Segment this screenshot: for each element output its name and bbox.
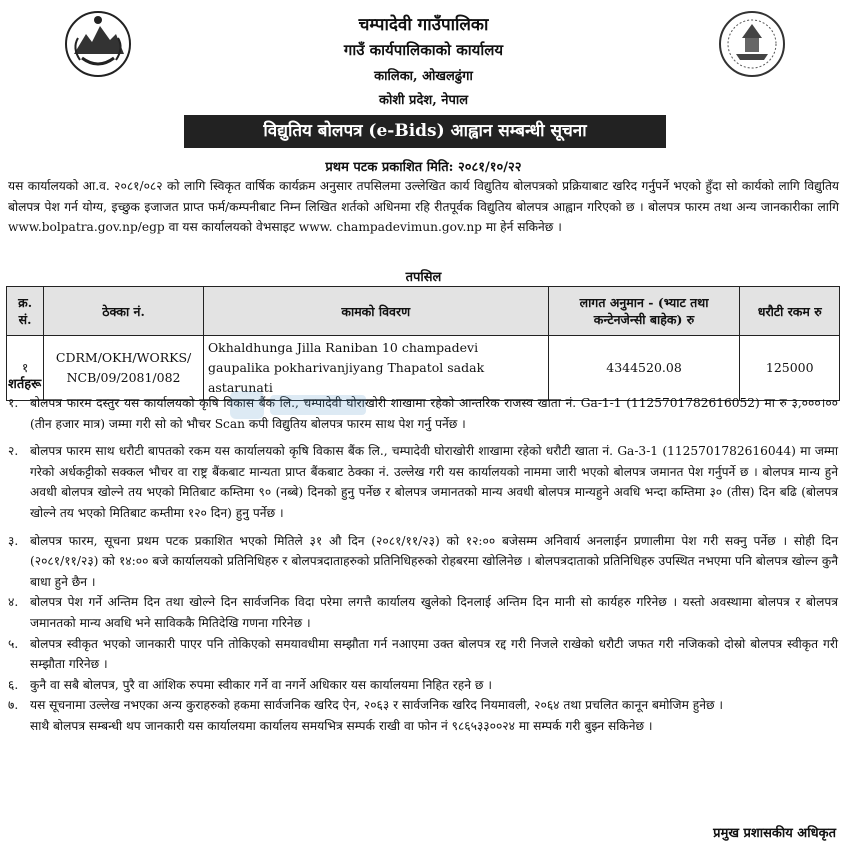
cell-description: Okhaldhunga Jilla Raniban 10 champadevi gaupalika pokharivanjiyang Thapatol sadak astarunati: [203, 336, 548, 401]
cell-deposit: 125000: [740, 336, 840, 401]
condition-item: [8, 393, 838, 434]
bid-table: [6, 286, 840, 401]
condition-number: ३.: [8, 533, 19, 548]
condition-item: [8, 592, 838, 633]
conditions-list: [8, 393, 838, 737]
condition-number: १.: [8, 396, 19, 410]
publish-date: प्रथम पटक प्रकाशित मिति: २०८१/१०/२२: [325, 160, 522, 175]
table-title: तपसिल: [405, 270, 442, 285]
condition-text: बोलपत्र फारम दस्तुर यस कार्यालयको कृषि विकास बैंक लि., चम्पादेवी घोराखोरी शाखामा रहेको आन्तरिक राजस्व खाता नं. Ga-1-1 (1125701782616052) मा रु ३,०००।०० (तीन हजार मात्र) जम्मा गरी सो को भौचर Scan कपी विद्युतिय बोलपत्र फारम साथ पेश गर्नु पर्नेछ ।: [30, 396, 838, 431]
condition-item: [8, 716, 838, 737]
notice-title: विद्युतिय बोलपत्र (e-Bids) आह्वान सम्बन्धी सूचना: [184, 115, 666, 148]
office-name: चम्पादेवी गाउँपालिका: [358, 15, 489, 35]
condition-item: [8, 695, 838, 716]
office-subtitle: गाउँ कार्यपालिकाको कार्यालय: [343, 41, 504, 59]
condition-number: ६.: [8, 677, 19, 692]
cell-estimate: 4344520.08: [548, 336, 740, 401]
col-header-sn: क्र. सं.: [7, 287, 44, 336]
col-header-deposit: धरौटी रकम रु: [740, 287, 840, 336]
condition-number: ५.: [8, 636, 19, 651]
col-header-contract: ठेक्का नं.: [44, 287, 204, 336]
conditions-title: शर्तहरू: [8, 377, 42, 392]
signatory-title: प्रमुख प्रशासकीय अधिकृत: [713, 826, 836, 841]
condition-text: बोलपत्र फारम साथ धरौटी बापतको रकम यस कार्यालयको कृषि विकास बैंक लि., चम्पादेवी घोराखोरी शाखामा रहेको धरौटी खाता नं. Ga-3-1 (1125701782616044) मा जम्मा गरेको अर्धकट्टीको सक्कल भौचर वा राष्ट्र बैंकबाट मान्यता प्राप्त बैंकबाट ठेक्का नं. उल्लेख गरी यस कार्यालयको नाममा जारी भएको बोलपत्र जमानत पेश गर्नुपर्ने छ । बोलपत्र मान्य हुने अवधी बोलपत्र खोल्ने तय भएको मितिबाट कम्तिमा ९० (नब्बे) दिनको हुनु पर्नेछ र बोलपत्र जमानतको मान्य अवधी बोलपत्र मान्यहुने अवधि भन्दा कम्तिमा ३० (तीस) दिन बढि (बोलपत्र खोल्ने तय भएको मितिबाट कम्तीमा १२० दिन) हुनु पर्नेछ ।: [30, 444, 838, 520]
condition-text: यस सूचनामा उल्लेख नभएका अन्य कुराहरुको हकमा सार्वजनिक खरिद ऐन, २०६३ र सार्वजनिक खरिद नियमावली, २०६४ तथा प्रचलित कानून बमोजिम हुनेछ ।: [30, 698, 724, 713]
table-header-row: [7, 287, 840, 336]
condition-text: बोलपत्र फारम, सूचना प्रथम पटक प्रकाशित भएको मितिले ३१ औ दिन (२०८१/११/२३) को १२:०० बजेसम्म अनिवार्य अनलाईन प्रणालीमा पेश गरी सक्नु पर्नेछ । सोही दिन (२०८१/११/२३) को १४:०० बजे कार्यालयको प्रतिनिधिहरु र बोलपत्रदाताहरुको प्रतिनिधिहरुको रोहबरमा खोलिनेछ । बोलपत्रदाताको प्रतिनिधिहरु उपस्थित नभएमा पनि बोलपत्र खोल्न कुनै बाधा हुने छैन ।: [30, 533, 838, 589]
intro-paragraph: यस कार्यालयको आ.व. २०८१/०८२ को लागि स्विकृत वार्षिक कार्यक्रम अनुसार तपसिलमा उल्लेखित कार्य विद्युतिय बोलपत्रको प्रक्रियाबाट खरिद गर्नुपर्ने भएको हुँदा सो कार्यको लागि विद्युतिय बोलपत्र पेश गर्न योग्य, इच्छुक इजाजत प्राप्त फर्म/कम्पनीबाट निम्न लिखित शर्तको अधिनमा रहि रीतपूर्वक विद्युतिय बोलपत्र आह्वान गरिएको छ । बोलपत्र फारम तथा अन्य जानकारीका लागि www.bolpatra.gov.np/egp वा यस कार्यालयको वेभसाइट www. champadevimun.gov.np मा हेर्न सकिनेछ ।: [8, 179, 839, 234]
col-header-description: कामको विवरण: [203, 287, 548, 336]
condition-text: बोलपत्र पेश गर्ने अन्तिम दिन तथा खोल्ने दिन सार्वजनिक विदा परेमा लगत्तै कार्यालय खुलेको दिनलाई अन्तिम दिन मानी सो कार्यहरु गरिनेछ । यस्तो अवस्थामा बोलपत्र र बोलपत्र जमानतको मान्य अवधि भने साविककै मितिदेखि गणना गरिनेछ ।: [30, 595, 838, 630]
condition-item: [8, 531, 838, 593]
condition-item: [8, 634, 838, 675]
watermark-icon: [230, 385, 370, 425]
condition-text: साथै बोलपत्र सम्बन्धी थप जानकारी यस कार्यालयमा कार्यालय समयभित्र सम्पर्क राखी वा फोन नं ९८६५३३००२४ मा सम्पर्क गरी बुझ्न सकिनेछ ।: [30, 718, 653, 733]
cell-contract-no: CDRM/OKH/WORKS/ NCB/09/2081/082: [44, 336, 204, 401]
condition-item: [8, 675, 838, 696]
condition-number: ४.: [8, 595, 19, 610]
condition-number: [8, 716, 30, 737]
condition-text: बोलपत्र स्वीकृत भएको जानकारी पाएर पनि तोकिएको समयावधीमा सम्झौता गर्न नआएमा उक्त बोलपत्र रद्द गरी निजले राखेको धरौटी जफत गरी नजिकको दोस्रो बोलपत्र स्वीकृत गरी सम्झौता गरिनेछ ।: [30, 636, 838, 672]
cell-sn: १: [7, 336, 44, 401]
office-province: कोशी प्रदेश, नेपाल: [378, 93, 469, 108]
office-address: कालिका, ओखलढुंगा: [374, 69, 473, 84]
condition-number: ७.: [8, 698, 19, 713]
condition-item: [8, 441, 838, 523]
col-header-estimate: लागत अनुमान - (भ्याट तथा कन्टेनजेन्सी बाहेक) रु: [548, 287, 740, 336]
table-row: [7, 336, 840, 401]
condition-number: २.: [8, 444, 19, 459]
condition-text: कुनै वा सबै बोलपत्र, पुरै वा आंशिक रुपमा स्वीकार गर्ने वा नगर्ने अधिकार यस कार्यालयमा निहित रहने छ ।: [30, 677, 492, 692]
